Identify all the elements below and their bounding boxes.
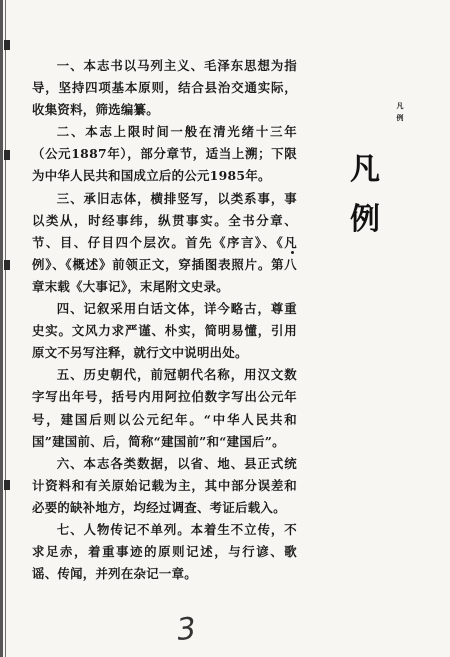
guideline-paragraph-1: 一、本志书以马列主义、毛泽东思想为指导，坚持四项基本原则，结合县治交通实际，收集资料，筛选编纂。 xyxy=(32,58,297,118)
guideline-paragraph-6: 六、本志各类数据，以省、地、县正式统计资料和有关原始记载为主，其中部分误差和必要的缺补地方，均经过调查、考证后载入。 xyxy=(32,455,297,515)
page-number: 3 xyxy=(175,611,198,648)
guideline-paragraph-5: 五、历史朝代，前冠朝代名称，用汉文数字写出年号，括号内用阿拉伯数字写出公元年号，建国后则以公元纪年。“中华人民共和国”建国前、后，简称“建国前”和“建国后”。 xyxy=(32,367,297,449)
page-binding-edge xyxy=(0,0,12,657)
binding-mark xyxy=(4,480,10,490)
binding-mark xyxy=(4,260,10,270)
binding-mark xyxy=(4,40,10,50)
binding-mark xyxy=(4,150,10,160)
guideline-paragraph-3: 三、承旧志体，横排竖写，以类系事，事以类从，时经事纬，纵贯事实。全书分章、节、目、仔目四个层次。首先《序言》、《凡例》、《概述》前领正文，穿插图表照片。第八章末载《大事记》，末尾附文史录。 xyxy=(32,190,297,294)
guideline-paragraph-7: 七、人物传记不单列。本着生不立传，不求足赤，着重事迹的原则记述，与行谚、歌谣、传闻，并列在杂记一章。 xyxy=(32,521,297,582)
ink-dot xyxy=(291,251,294,254)
section-title: 凡 例 xyxy=(350,152,380,237)
guideline-paragraph-2: 二、本志上限时间一般在清光绪十三年（公元1887年），部分章节，适当上溯；下限为中华人民共和国成立后的公元1985年。 xyxy=(32,124,297,184)
guideline-paragraph-4: 四、记叙采用白话文体，详今略古，尊重史实。文风力求严谨、朴实，简明易懂，引用原文不另写注释，就行文中说明出处。 xyxy=(32,301,297,361)
running-header-label: 凡 例 xyxy=(396,101,404,122)
guidelines-body xyxy=(32,55,297,585)
